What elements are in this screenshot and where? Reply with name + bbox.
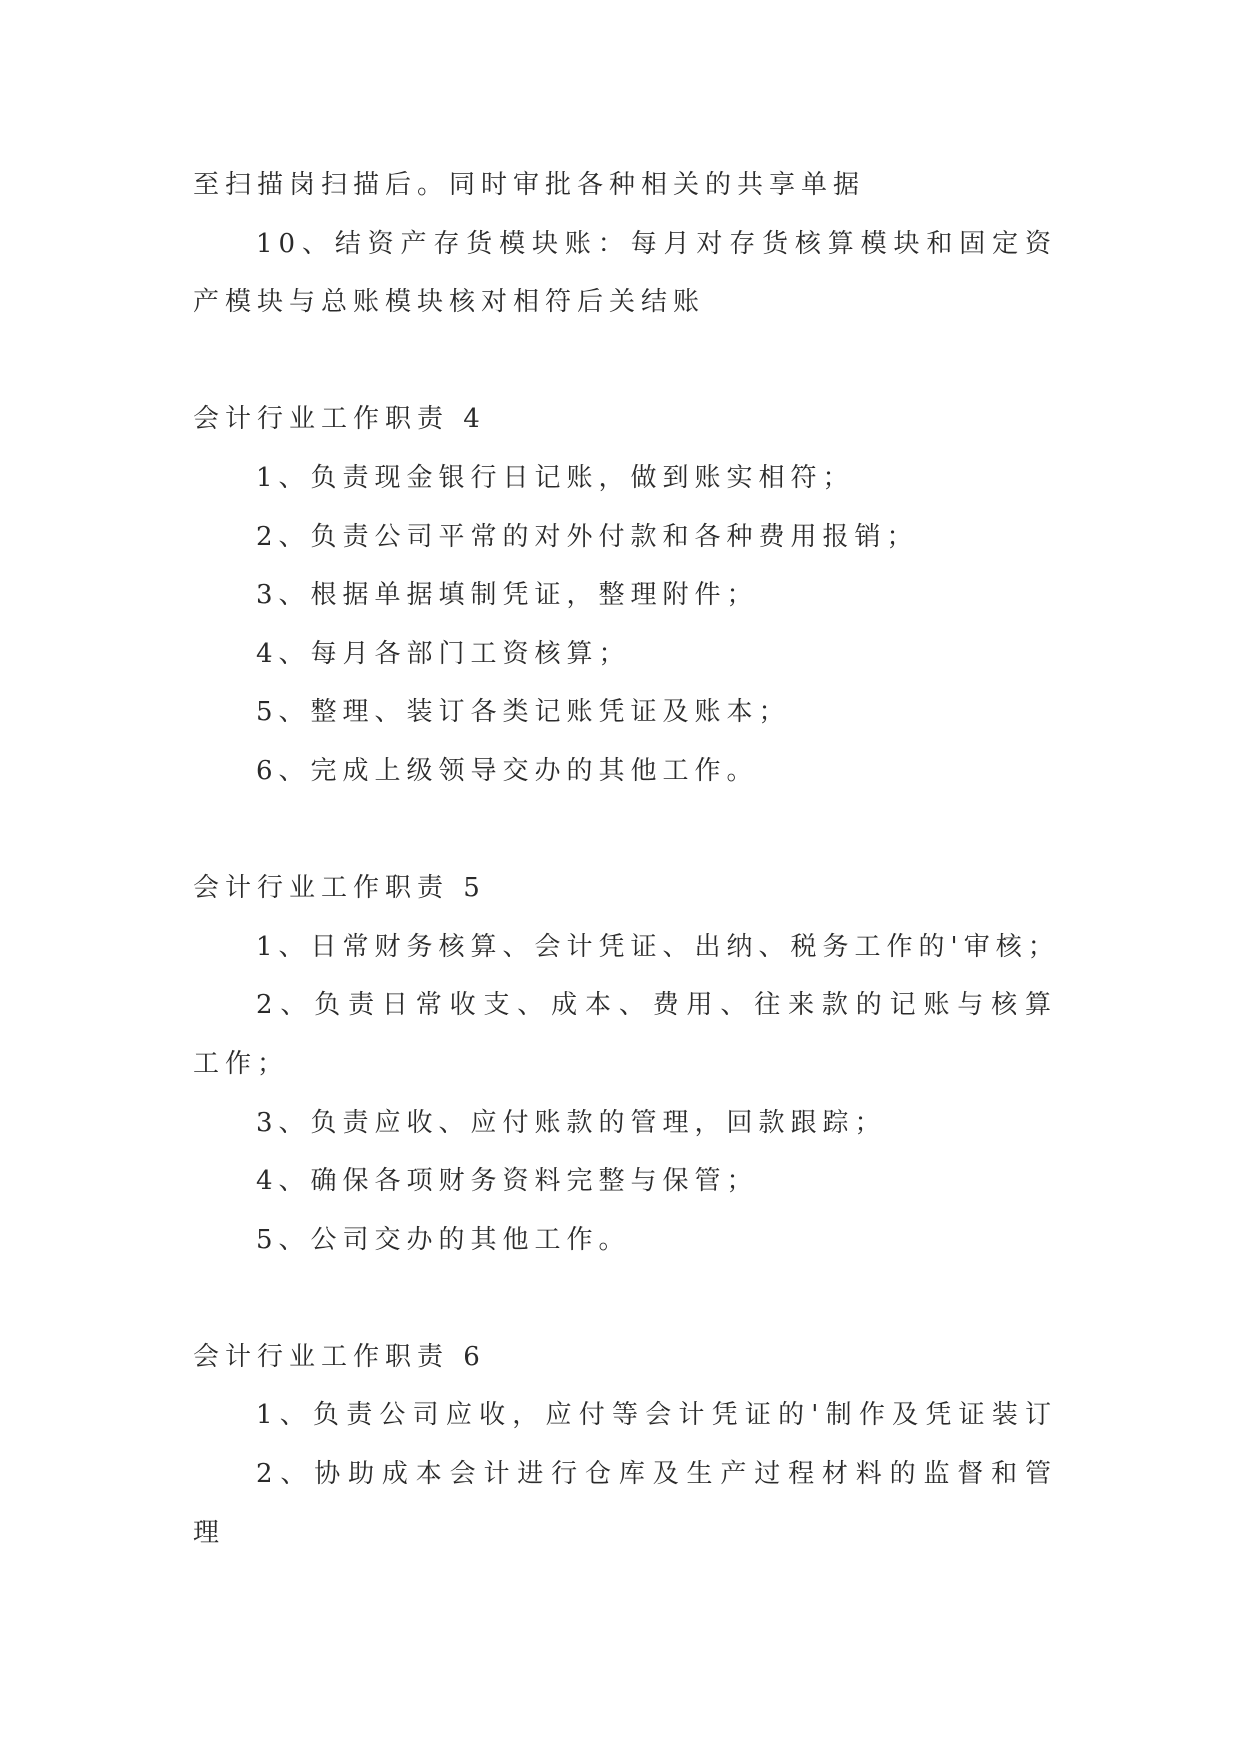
list-item-continuation: 工作； <box>193 1048 290 1079</box>
list-item: 1、负责公司应收，应付等会计凭证的'制作及凭证装订 <box>256 1400 1057 1431</box>
list-item-line: 产模块与总账模块核对相符后关结账 <box>193 287 706 318</box>
list-item: 3、负责应收、应付账款的管理，回款跟踪； <box>256 1107 887 1138</box>
document-body <box>193 156 1060 1562</box>
list-item: 1、日常财务核算、会计凭证、出纳、税务工作的'审核； <box>256 931 1060 962</box>
list-item: 1、负责现金银行日记账，做到账实相符； <box>256 462 855 493</box>
list-item: 4、每月各部门工资核算； <box>256 638 631 669</box>
list-item-line: 10、结资产存货模块账：每月对存货核算模块和固定资 <box>256 228 1057 259</box>
blank-line <box>193 332 1057 391</box>
paragraph-line: 至扫描岗扫描后。同时审批各种相关的共享单据 <box>193 170 866 200</box>
list-item: 2、负责公司平常的对外付款和各种费用报销； <box>256 521 919 552</box>
list-item: 5、整理、装订各类记账凭证及账本； <box>256 697 791 728</box>
list-item: 2、协助成本会计进行仓库及生产过程材料的监督和管 <box>256 1459 1057 1490</box>
list-item-continuation: 理 <box>193 1517 226 1548</box>
section-heading: 会计行业工作职责 5 <box>193 873 486 904</box>
list-item: 5、公司交办的其他工作。 <box>256 1224 631 1255</box>
blank-line <box>193 801 1057 860</box>
list-item: 4、确保各项财务资料完整与保管； <box>256 1166 759 1197</box>
list-item: 2、负责日常收支、成本、费用、往来款的记账与核算 <box>256 990 1057 1021</box>
list-item: 6、完成上级领导交办的其他工作。 <box>256 755 759 786</box>
section-heading: 会计行业工作职责 6 <box>193 1341 486 1372</box>
list-item: 3、根据单据填制凭证，整理附件； <box>256 580 759 611</box>
section-heading: 会计行业工作职责 4 <box>193 404 486 435</box>
blank-line <box>193 1269 1057 1328</box>
